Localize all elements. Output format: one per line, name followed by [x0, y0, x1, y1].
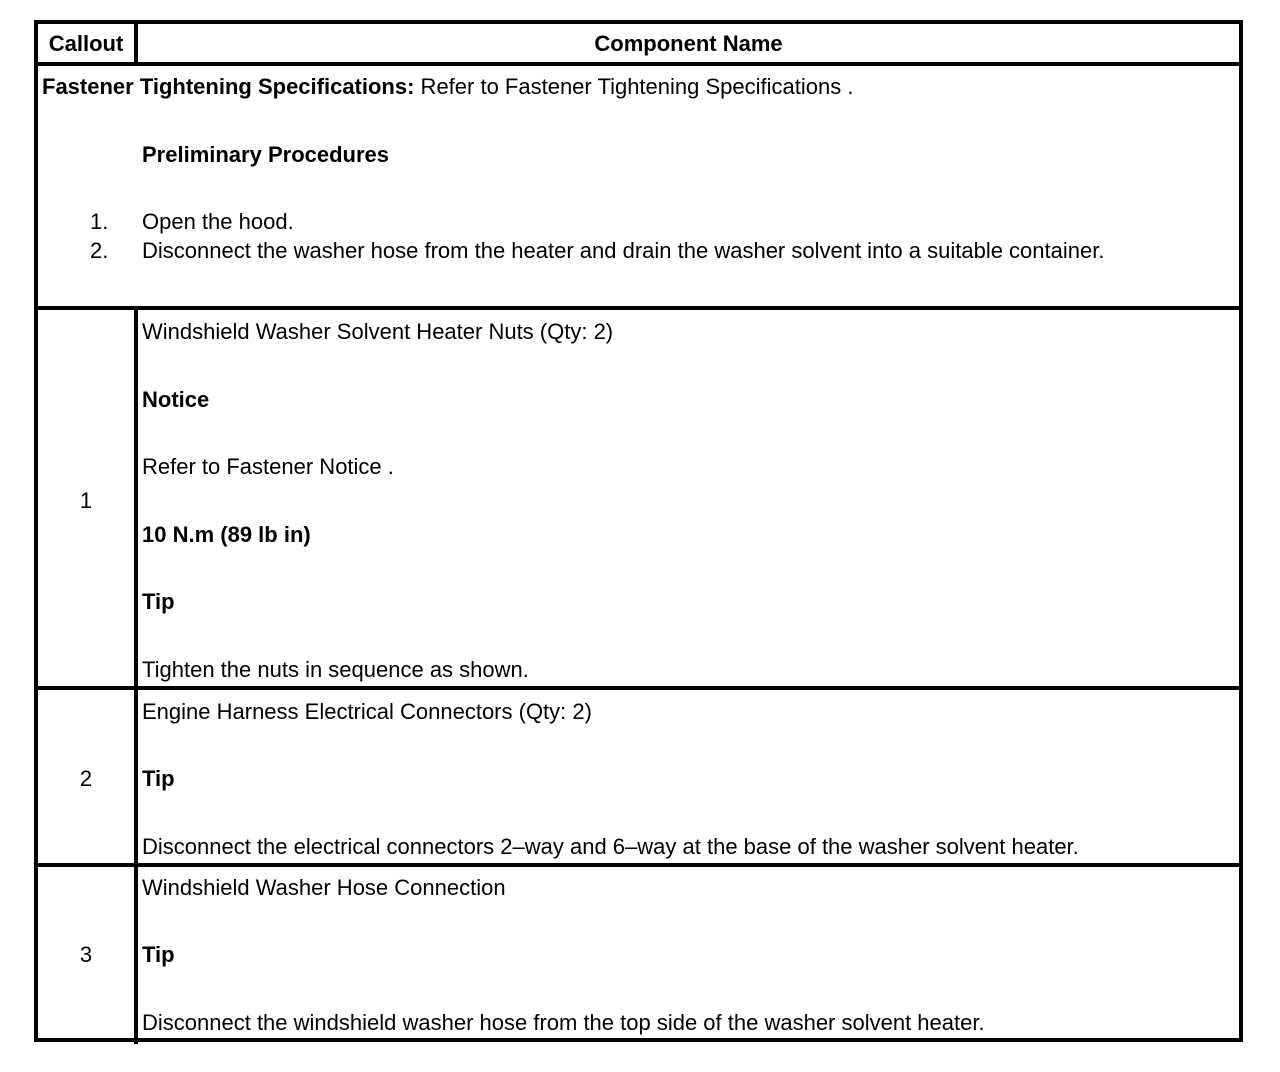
notice-label: Notice	[142, 387, 210, 412]
row-divider	[38, 306, 1239, 310]
callout-number: 2	[79, 766, 93, 791]
tip-text: Tighten the nuts in sequence as shown.	[142, 657, 529, 682]
step-text: Open the hood.	[142, 209, 294, 234]
row-divider	[38, 62, 1239, 66]
tip-text: Disconnect the windshield washer hose from the top side of the washer solvent heater.	[142, 1010, 985, 1035]
callout-number: 1	[79, 488, 93, 513]
component-name: Windshield Washer Hose Connection	[142, 875, 506, 900]
notice-link[interactable]: Refer to Fastener Notice .	[142, 454, 394, 479]
fastener-spec-line	[42, 74, 853, 100]
header-component-name: Component Name	[594, 31, 783, 56]
tip-label: Tip	[142, 766, 175, 791]
callout-number: 3	[79, 942, 93, 967]
step-number: 1.	[90, 209, 109, 234]
header-callout: Callout	[48, 31, 124, 56]
tip-label: Tip	[142, 589, 175, 614]
row-divider	[38, 686, 1239, 690]
component-name: Engine Harness Electrical Connectors (Qty: 2)	[142, 699, 592, 724]
row-divider	[38, 863, 1239, 867]
procedure-table	[34, 20, 1243, 1042]
column-divider	[134, 310, 138, 1044]
tip-label: Tip	[142, 942, 175, 967]
torque-spec: 10 N.m (89 lb in)	[142, 522, 311, 547]
fastener-spec-link[interactable]: Refer to Fastener Tightening Specifications .	[414, 74, 854, 99]
preliminary-heading: Preliminary Procedures	[142, 142, 390, 167]
component-name: Windshield Washer Solvent Heater Nuts (Qty: 2)	[142, 319, 614, 344]
step-text: Disconnect the washer hose from the heater and drain the washer solvent into a suitable container.	[142, 238, 1105, 263]
tip-text: Disconnect the electrical connectors 2–way and 6–way at the base of the washer solvent heater.	[142, 834, 1079, 859]
fastener-spec-label: Fastener Tightening Specifications:	[42, 74, 415, 99]
step-number: 2.	[90, 238, 109, 263]
